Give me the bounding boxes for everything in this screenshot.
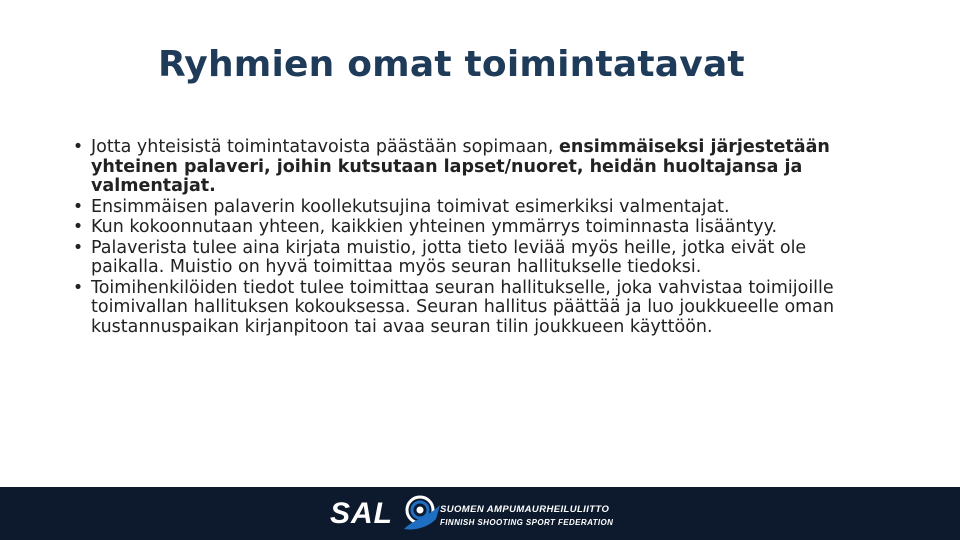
- target-emblem-icon: [398, 493, 442, 535]
- bullet-item: [72, 198, 882, 218]
- bullet-item: [72, 218, 882, 238]
- logo-abbreviation: SAL: [330, 497, 393, 530]
- bullet-text: Toimihenkilöiden tiedot tulee toimittaa seuran hallitukselle, joka vahvistaa toimijoille toimivallan hallituksen kokouksessa. Seuran hallitus päättää ja luo joukkueelle oman kustannuspaikan kirjanpitoon tai avaa seuran tilin joukkueen käyttöön.: [91, 277, 835, 337]
- bullet-bold-text: ensimmäiseksi järjestetään yhteinen palaveri, joihin kutsutaan lapset/nuoret, heidän huoltajansa ja valmentajat.: [91, 137, 830, 196]
- bullet-marker: •: [72, 217, 84, 237]
- bullet-item: [72, 239, 882, 278]
- bullet-list: [72, 138, 882, 338]
- bullet-text: Ensimmäisen palaverin koollekutsujina toimivat esimerkiksi valmentajat.: [91, 196, 730, 217]
- bullet-text: Jotta yhteisistä toimintatavoista päästään sopimaan,: [91, 137, 559, 157]
- bullet-item: [72, 138, 882, 197]
- bullet-item: [72, 279, 882, 338]
- bullet-marker: •: [72, 237, 84, 258]
- org-name-english: FINNISH SHOOTING SPORT FEDERATION: [440, 518, 614, 527]
- bullet-marker: •: [72, 196, 84, 217]
- slide-title: Ryhmien omat toimintatavat: [158, 44, 745, 85]
- bullet-marker: •: [72, 277, 84, 298]
- org-name-finnish: SUOMEN AMPUMAURHEILULIITTO: [440, 504, 610, 515]
- bullet-text: Kun kokoonnutaan yhteen, kaikkien yhteinen ymmärrys toiminnasta lisääntyy.: [91, 217, 778, 237]
- bullet-text: Palaverista tulee aina kirjata muistio, jotta tieto leviää myös heille, jotka eivät ole paikalla. Muistio on hyvä toimittaa myös seuran hallitukselle tiedoksi.: [91, 237, 807, 277]
- sal-logo: [330, 491, 630, 537]
- bullet-marker: •: [72, 137, 84, 157]
